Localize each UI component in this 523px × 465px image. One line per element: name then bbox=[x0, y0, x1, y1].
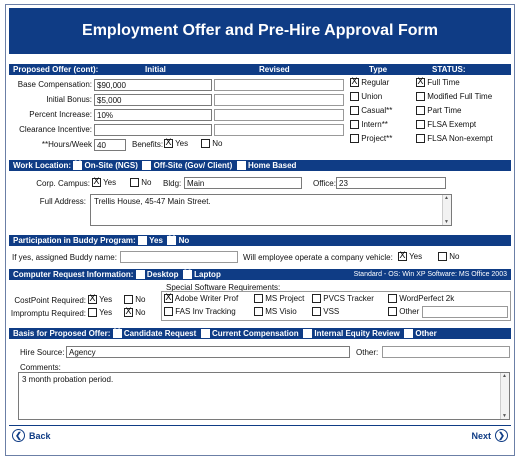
basis-current-comp-checkbox[interactable] bbox=[201, 329, 210, 338]
sw-ms-project-option[interactable] bbox=[254, 294, 304, 303]
status-flsa-exempt-label: FLSA Exempt bbox=[427, 120, 477, 129]
initial-bonus-initial-field[interactable]: $5,000 bbox=[94, 94, 212, 106]
campus-no-checkbox[interactable] bbox=[130, 178, 139, 187]
hours-week-label: **Hours/Week bbox=[41, 140, 92, 149]
buddy-name-label: If yes, assigned Buddy name: bbox=[12, 253, 117, 262]
hire-source-field[interactable]: Agency bbox=[66, 346, 350, 358]
basis-candidate-label: Candidate Request bbox=[123, 329, 197, 338]
status-part-time-checkbox[interactable] bbox=[416, 106, 425, 115]
type-regular-checkbox[interactable]: X bbox=[351, 77, 358, 88]
vehicle-no-label: No bbox=[449, 252, 460, 261]
costpoint-no-checkbox[interactable] bbox=[124, 295, 133, 304]
sw-visio-option[interactable] bbox=[254, 307, 297, 316]
status-part-time-label: Part Time bbox=[427, 106, 462, 115]
type-regular-option[interactable] bbox=[350, 78, 389, 87]
type-casual-option[interactable] bbox=[350, 106, 392, 115]
back-button[interactable] bbox=[12, 429, 51, 442]
type-project-label: Project** bbox=[361, 134, 393, 143]
status-flsa-non-exempt-label: FLSA Non-exempt bbox=[427, 134, 493, 143]
buddy-no-label: No bbox=[178, 236, 190, 245]
sw-vss-checkbox[interactable] bbox=[312, 307, 321, 316]
sw-adobe-checkbox[interactable]: X bbox=[165, 293, 172, 304]
costpoint-no-label: No bbox=[135, 295, 146, 304]
impromptu-yes-label: Yes bbox=[99, 308, 113, 317]
hours-week-field[interactable]: 40 bbox=[94, 139, 126, 151]
vehicle-label: Will employee operate a company vehicle: bbox=[243, 253, 393, 262]
buddy-yes-checkbox[interactable] bbox=[138, 236, 147, 245]
type-casual-checkbox[interactable] bbox=[350, 106, 359, 115]
percent-increase-revised-field[interactable] bbox=[214, 109, 344, 121]
section-header-basis bbox=[9, 328, 511, 339]
desktop-label: Desktop bbox=[146, 270, 179, 279]
offsite-checkbox[interactable] bbox=[142, 161, 151, 170]
status-flsa-exempt-checkbox[interactable] bbox=[416, 120, 425, 129]
sw-other-option[interactable] bbox=[388, 307, 419, 316]
sw-pvcs-label: PVCS Tracker bbox=[323, 294, 374, 303]
benefits-no-option[interactable] bbox=[201, 139, 222, 148]
clearance-incentive-label: Clearance Incentive: bbox=[19, 125, 92, 134]
col-type-label: Type bbox=[369, 65, 388, 74]
costpoint-yes-checkbox[interactable]: X bbox=[89, 294, 96, 305]
clearance-incentive-initial-field[interactable] bbox=[94, 124, 212, 136]
basis-candidate-checkbox[interactable]: X bbox=[113, 328, 121, 338]
onsite-label: On-Site (NGS) bbox=[84, 161, 138, 170]
type-union-label: Union bbox=[361, 92, 383, 101]
buddy-no-checkbox[interactable]: X bbox=[168, 235, 176, 245]
next-arrow-icon: ❯ bbox=[495, 429, 508, 442]
basis-other-checkbox[interactable] bbox=[404, 329, 413, 338]
section-header-computer-request bbox=[9, 269, 511, 280]
other-field[interactable] bbox=[382, 346, 510, 358]
costpoint-no-option[interactable] bbox=[124, 295, 145, 304]
comments-label: Comments: bbox=[20, 363, 61, 372]
col-status-label: STATUS: bbox=[432, 65, 466, 74]
vehicle-yes-label: Yes bbox=[409, 252, 423, 261]
status-flsa-exempt-option[interactable] bbox=[416, 120, 476, 129]
basis-header: Basis for Proposed Offer: bbox=[13, 329, 111, 338]
hire-source-label: Hire Source: bbox=[20, 348, 65, 357]
sw-vss-label: VSS bbox=[323, 307, 340, 316]
costpoint-yes-label: Yes bbox=[99, 295, 113, 304]
impromptu-label: Impromptu Required: bbox=[10, 309, 86, 318]
percent-increase-initial-field[interactable]: 10% bbox=[94, 109, 212, 121]
type-intern-checkbox[interactable] bbox=[350, 120, 359, 129]
type-intern-label: Intern** bbox=[361, 120, 388, 129]
other-label: Other: bbox=[356, 348, 379, 357]
col-revised-label: Revised bbox=[259, 65, 290, 74]
comments-scrollbar[interactable] bbox=[500, 373, 509, 419]
sw-vss-option[interactable] bbox=[312, 307, 339, 316]
special-software-label: Special Software Requirements: bbox=[166, 283, 281, 292]
sw-visio-label: MS Visio bbox=[265, 307, 297, 316]
home-based-label: Home Based bbox=[247, 161, 297, 170]
vehicle-no-checkbox[interactable] bbox=[438, 252, 447, 261]
sw-fas-option[interactable] bbox=[164, 307, 236, 316]
costpoint-label: CostPoint Required: bbox=[14, 296, 86, 305]
benefits-yes-option[interactable] bbox=[164, 139, 188, 148]
status-full-time-option[interactable] bbox=[416, 78, 460, 87]
status-modified-full-time-option[interactable] bbox=[416, 92, 492, 101]
sw-fas-label: FAS Inv Tracking bbox=[175, 307, 236, 316]
sw-adobe-option[interactable] bbox=[164, 294, 238, 303]
sw-ms-project-checkbox[interactable] bbox=[254, 294, 263, 303]
offsite-label: Off-Site (Gov/ Client) bbox=[153, 161, 233, 170]
sw-visio-checkbox[interactable] bbox=[254, 307, 263, 316]
col-initial-label: Initial bbox=[145, 65, 166, 74]
home-based-checkbox[interactable] bbox=[237, 161, 246, 170]
next-label: Next bbox=[471, 430, 491, 441]
work-location-header: Work Location: bbox=[13, 161, 72, 170]
sw-ms-project-label: MS Project bbox=[265, 294, 305, 303]
sw-other-field[interactable] bbox=[422, 306, 508, 318]
laptop-label: Laptop bbox=[194, 270, 221, 279]
clearance-incentive-revised-field[interactable] bbox=[214, 124, 344, 136]
bldg-label: Bldg: bbox=[163, 179, 182, 188]
back-arrow-icon: ❮ bbox=[12, 429, 25, 442]
full-address-textarea[interactable] bbox=[90, 194, 452, 226]
initial-bonus-label: Initial Bonus: bbox=[46, 95, 92, 104]
vehicle-no-option[interactable] bbox=[438, 252, 459, 261]
status-full-time-checkbox[interactable]: X bbox=[417, 77, 424, 88]
sw-pvcs-checkbox[interactable] bbox=[312, 294, 321, 303]
section-header-work-location bbox=[9, 160, 511, 171]
bldg-field[interactable]: Main bbox=[184, 177, 302, 189]
sw-wordperfect-checkbox[interactable] bbox=[388, 294, 397, 303]
type-project-checkbox[interactable] bbox=[350, 134, 359, 143]
status-flsa-non-exempt-checkbox[interactable] bbox=[416, 134, 425, 143]
type-casual-label: Casual** bbox=[361, 106, 393, 115]
impromptu-no-option[interactable] bbox=[124, 308, 145, 317]
comments-value: 3 month probation period. bbox=[22, 375, 114, 384]
proposed-offer-header: Proposed Offer (cont): bbox=[13, 65, 99, 74]
benefits-label: Benefits: bbox=[132, 140, 164, 149]
basis-current-comp-label: Current Compensation bbox=[211, 329, 299, 338]
sw-other-checkbox[interactable] bbox=[388, 307, 397, 316]
basis-equity-checkbox[interactable] bbox=[303, 329, 312, 338]
benefits-no-checkbox[interactable] bbox=[201, 139, 210, 148]
standard-config-text: Standard - OS: Win XP Software: MS Office 2003 bbox=[353, 271, 507, 278]
back-label: Back bbox=[29, 430, 51, 441]
campus-yes-label: Yes bbox=[103, 178, 117, 187]
onsite-checkbox[interactable]: X bbox=[74, 160, 82, 170]
corp-campus-label: Corp. Campus: bbox=[36, 179, 90, 188]
basis-other-label: Other bbox=[415, 329, 437, 338]
basis-equity-label: Internal Equity Review bbox=[314, 329, 400, 338]
office-field[interactable]: 23 bbox=[336, 177, 446, 189]
desktop-checkbox[interactable] bbox=[136, 270, 145, 279]
impromptu-no-checkbox[interactable]: X bbox=[125, 307, 132, 318]
sw-wordperfect-option[interactable] bbox=[388, 294, 454, 303]
form-title: Employment Offer and Pre-Hire Approval Form bbox=[9, 8, 511, 54]
buddy-program-header: Participation in Buddy Program: bbox=[13, 236, 136, 245]
type-union-option[interactable] bbox=[350, 92, 382, 101]
benefits-yes-checkbox[interactable]: X bbox=[165, 138, 172, 149]
costpoint-yes-option[interactable] bbox=[88, 295, 112, 304]
computer-request-header: Computer Request Information: bbox=[13, 270, 134, 279]
percent-increase-label: Percent Increase: bbox=[29, 110, 92, 119]
base-comp-label: Base Compensation: bbox=[17, 80, 92, 89]
status-flsa-non-exempt-option[interactable] bbox=[416, 134, 493, 143]
sw-other-label: Other bbox=[399, 307, 420, 316]
section-header-buddy-program bbox=[9, 235, 511, 246]
section-header-proposed-offer bbox=[9, 64, 511, 75]
full-address-value: Trellis House, 45-47 Main Street. bbox=[94, 197, 211, 206]
status-modified-full-time-label: Modified Full Time bbox=[427, 92, 493, 101]
form-window bbox=[5, 4, 515, 456]
impromptu-yes-checkbox[interactable] bbox=[88, 308, 97, 317]
campus-no-label: No bbox=[141, 178, 152, 187]
base-comp-initial-field[interactable]: $90,000 bbox=[94, 79, 212, 91]
campus-yes-option[interactable] bbox=[92, 178, 116, 187]
type-union-checkbox[interactable] bbox=[350, 92, 359, 101]
buddy-name-field[interactable] bbox=[120, 251, 238, 263]
office-label: Office: bbox=[313, 179, 336, 188]
vehicle-yes-checkbox[interactable]: X bbox=[399, 251, 406, 262]
address-scrollbar[interactable] bbox=[442, 195, 451, 225]
laptop-checkbox[interactable]: X bbox=[183, 269, 191, 279]
benefits-yes-label: Yes bbox=[175, 139, 189, 148]
base-comp-revised-field[interactable] bbox=[214, 79, 344, 91]
vehicle-yes-option[interactable] bbox=[398, 252, 422, 261]
initial-bonus-revised-field[interactable] bbox=[214, 94, 344, 106]
sw-fas-checkbox[interactable] bbox=[164, 307, 173, 316]
sw-adobe-label: Adobe Writer Prof bbox=[174, 294, 239, 303]
full-address-label: Full Address: bbox=[39, 197, 86, 206]
sw-pvcs-option[interactable] bbox=[312, 294, 374, 303]
type-regular-label: Regular bbox=[361, 78, 390, 87]
type-project-option[interactable] bbox=[350, 134, 392, 143]
next-button[interactable] bbox=[471, 429, 508, 442]
impromptu-no-label: No bbox=[135, 308, 146, 317]
type-intern-option[interactable] bbox=[350, 120, 388, 129]
buddy-yes-label: Yes bbox=[149, 236, 163, 245]
footer-divider bbox=[9, 425, 511, 426]
campus-no-option[interactable] bbox=[130, 178, 151, 187]
status-full-time-label: Full Time bbox=[427, 78, 460, 87]
status-part-time-option[interactable] bbox=[416, 106, 461, 115]
comments-textarea[interactable] bbox=[18, 372, 510, 420]
status-modified-full-time-checkbox[interactable] bbox=[416, 92, 425, 101]
impromptu-yes-option[interactable] bbox=[88, 308, 112, 317]
sw-wordperfect-label: WordPerfect 2k bbox=[399, 294, 455, 303]
benefits-no-label: No bbox=[212, 139, 223, 148]
campus-yes-checkbox[interactable]: X bbox=[93, 177, 100, 188]
